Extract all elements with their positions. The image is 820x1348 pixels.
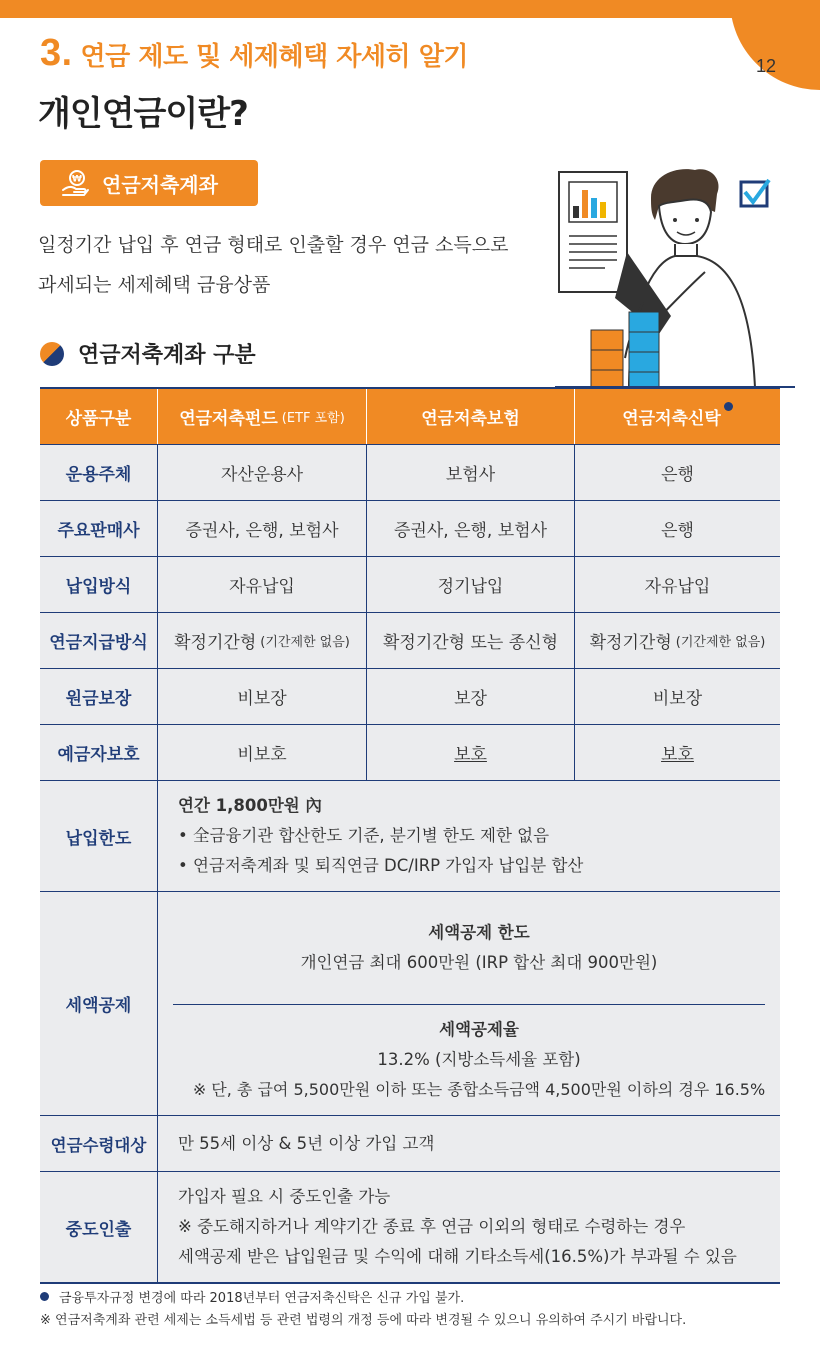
footnote-marker-icon — [724, 402, 733, 411]
cell-bullet: • 연금저축계좌 및 퇴직연금 DC/IRP 가입자 납입분 합산 — [178, 856, 584, 875]
row-label: 납입한도 — [40, 781, 158, 891]
table-cell: 증권사, 은행, 보험사 — [367, 501, 575, 556]
chapter-number: 3 — [40, 32, 62, 74]
cell-bullet: • 全금융기관 합산한도 기준, 분기별 한도 제한 없음 — [178, 826, 550, 845]
table-cell: 자산운용사 — [158, 445, 367, 500]
header-cell: 상품구분 — [40, 389, 158, 444]
description-line: 과세되는 세제혜택 금융상품 — [38, 274, 271, 296]
cell-title: 세액공제율 — [439, 1020, 519, 1039]
section-tag-label: 연금저축계좌 — [102, 172, 218, 197]
row-label: 중도인출 — [40, 1172, 158, 1282]
description-line: 일정기간 납입 후 연금 형태로 인출할 경우 연금 소득으로 — [38, 234, 509, 256]
table-cell — [575, 613, 780, 668]
footnote — [40, 1288, 686, 1310]
table-cell: 보호 — [367, 725, 575, 780]
table-cell: 자유납입 — [644, 577, 711, 597]
table-header-row — [40, 389, 780, 445]
header-cell — [158, 389, 367, 444]
table-cell — [158, 1172, 780, 1282]
table-cell — [158, 613, 367, 668]
footnotes — [40, 1288, 686, 1332]
header-cell — [575, 389, 780, 444]
header-cell-note: (ETF 포함) — [281, 411, 345, 426]
table-row — [40, 725, 780, 781]
table-cell: 보험사 — [367, 445, 575, 500]
table-cell — [158, 1116, 780, 1171]
row-label: 납입방식 — [40, 557, 158, 612]
table-row — [40, 892, 780, 1116]
description — [38, 225, 558, 305]
person-with-tablet-illustration — [555, 162, 795, 388]
cell-note: ※ 단, 총 급여 5,500만원 이하 또는 종합소득금액 4,500만원 이하의 경우 16.5% — [192, 1080, 766, 1099]
header-cell-text: 연금저축신탁 — [622, 409, 721, 429]
pension-comparison-table — [40, 387, 780, 1284]
row-label: 연금수령대상 — [40, 1116, 158, 1171]
cell-title: 연간 1,800만원 內 — [178, 796, 322, 815]
table-row — [40, 669, 780, 725]
table-row — [40, 781, 780, 892]
section-header — [40, 338, 256, 369]
row-label: 연금지급방식 — [40, 613, 158, 668]
row-label: 세액공제 — [40, 892, 158, 1115]
header-cell: 연금저축보험 — [367, 389, 575, 444]
cell-part — [173, 1004, 765, 1115]
cell-text: 13.2% (지방소득세율 포함) — [377, 1050, 581, 1069]
table-cell-text: 확정기간형 — [589, 633, 672, 653]
top-band — [0, 0, 820, 18]
table-cell: 비보호 — [158, 725, 367, 780]
table-cell — [158, 781, 780, 891]
section-tag — [40, 160, 258, 206]
row-label: 원금보장 — [40, 669, 158, 724]
footnote: ※ 연금저축계좌 관련 세제는 소득세법 등 관련 법령의 개정 등에 따라 변경될 수 있으니 유의하여 주시기 바랍니다. — [40, 1313, 687, 1328]
bullet-circle-icon — [40, 342, 64, 366]
footnote-text: 금융투자규정 변경에 따라 2018년부터 연금저축신탁은 신규 가입 불가. — [59, 1291, 465, 1306]
table-cell-note: (기간제한 없음) — [675, 635, 766, 650]
chapter-dot: . — [61, 38, 73, 73]
page-title: 개인연금이란? — [38, 94, 248, 134]
table-cell: 보장 — [367, 669, 575, 724]
row-label: 운용주체 — [40, 445, 158, 500]
svg-text:₩: ₩ — [72, 174, 82, 185]
table-cell: 증권사, 은행, 보험사 — [158, 501, 367, 556]
table-cell: 확정기간형 또는 종신형 — [367, 613, 575, 668]
page-number: 12 — [755, 56, 776, 76]
section-title: 연금저축계좌 구분 — [78, 343, 256, 368]
cell-part — [281, 892, 658, 1004]
bullet-icon — [40, 1292, 49, 1301]
chapter-heading — [40, 34, 468, 73]
table-row — [40, 557, 780, 613]
cell-note: ※ 중도해지하거나 계약기간 종료 후 연금 이외의 형태로 수령하는 경우 — [178, 1217, 686, 1236]
cell-text: 가입자 필요 시 중도인출 가능 — [178, 1187, 391, 1206]
table-cell: 은행 — [661, 521, 694, 541]
table-cell — [158, 892, 780, 1115]
table-cell: 정기납입 — [367, 557, 575, 612]
table-row — [40, 445, 780, 501]
table-row — [40, 1172, 780, 1282]
cell-text: 만 55세 이상 & 5년 이상 가입 고객 — [178, 1133, 435, 1153]
table-row — [40, 613, 780, 669]
table-row — [40, 501, 780, 557]
chapter-title: 연금 제도 및 세제혜택 자세히 알기 — [80, 42, 468, 72]
table-cell: 비보장 — [652, 689, 703, 709]
cell-text: 개인연금 최대 600만원 (IRP 합산 최대 900만원) — [300, 953, 658, 972]
table-cell: 비보장 — [158, 669, 367, 724]
table-cell: 은행 — [661, 465, 694, 485]
table-cell-note: (기간제한 없음) — [260, 635, 350, 650]
coin-hand-icon — [60, 168, 90, 198]
table-cell-text: 확정기간형 — [174, 633, 257, 653]
header-cell-text: 연금저축펀드 — [179, 409, 278, 429]
table-row — [40, 1116, 780, 1172]
table-cell: 보호 — [661, 745, 694, 765]
cell-note: 세액공제 받은 납입원금 및 수익에 대해 기타소득세(16.5%)가 부과될 수 있음 — [178, 1247, 737, 1266]
row-label: 예금자보호 — [40, 725, 158, 780]
row-label: 주요판매사 — [40, 501, 158, 556]
table-cell: 자유납입 — [158, 557, 367, 612]
cell-title: 세액공제 한도 — [428, 923, 530, 942]
